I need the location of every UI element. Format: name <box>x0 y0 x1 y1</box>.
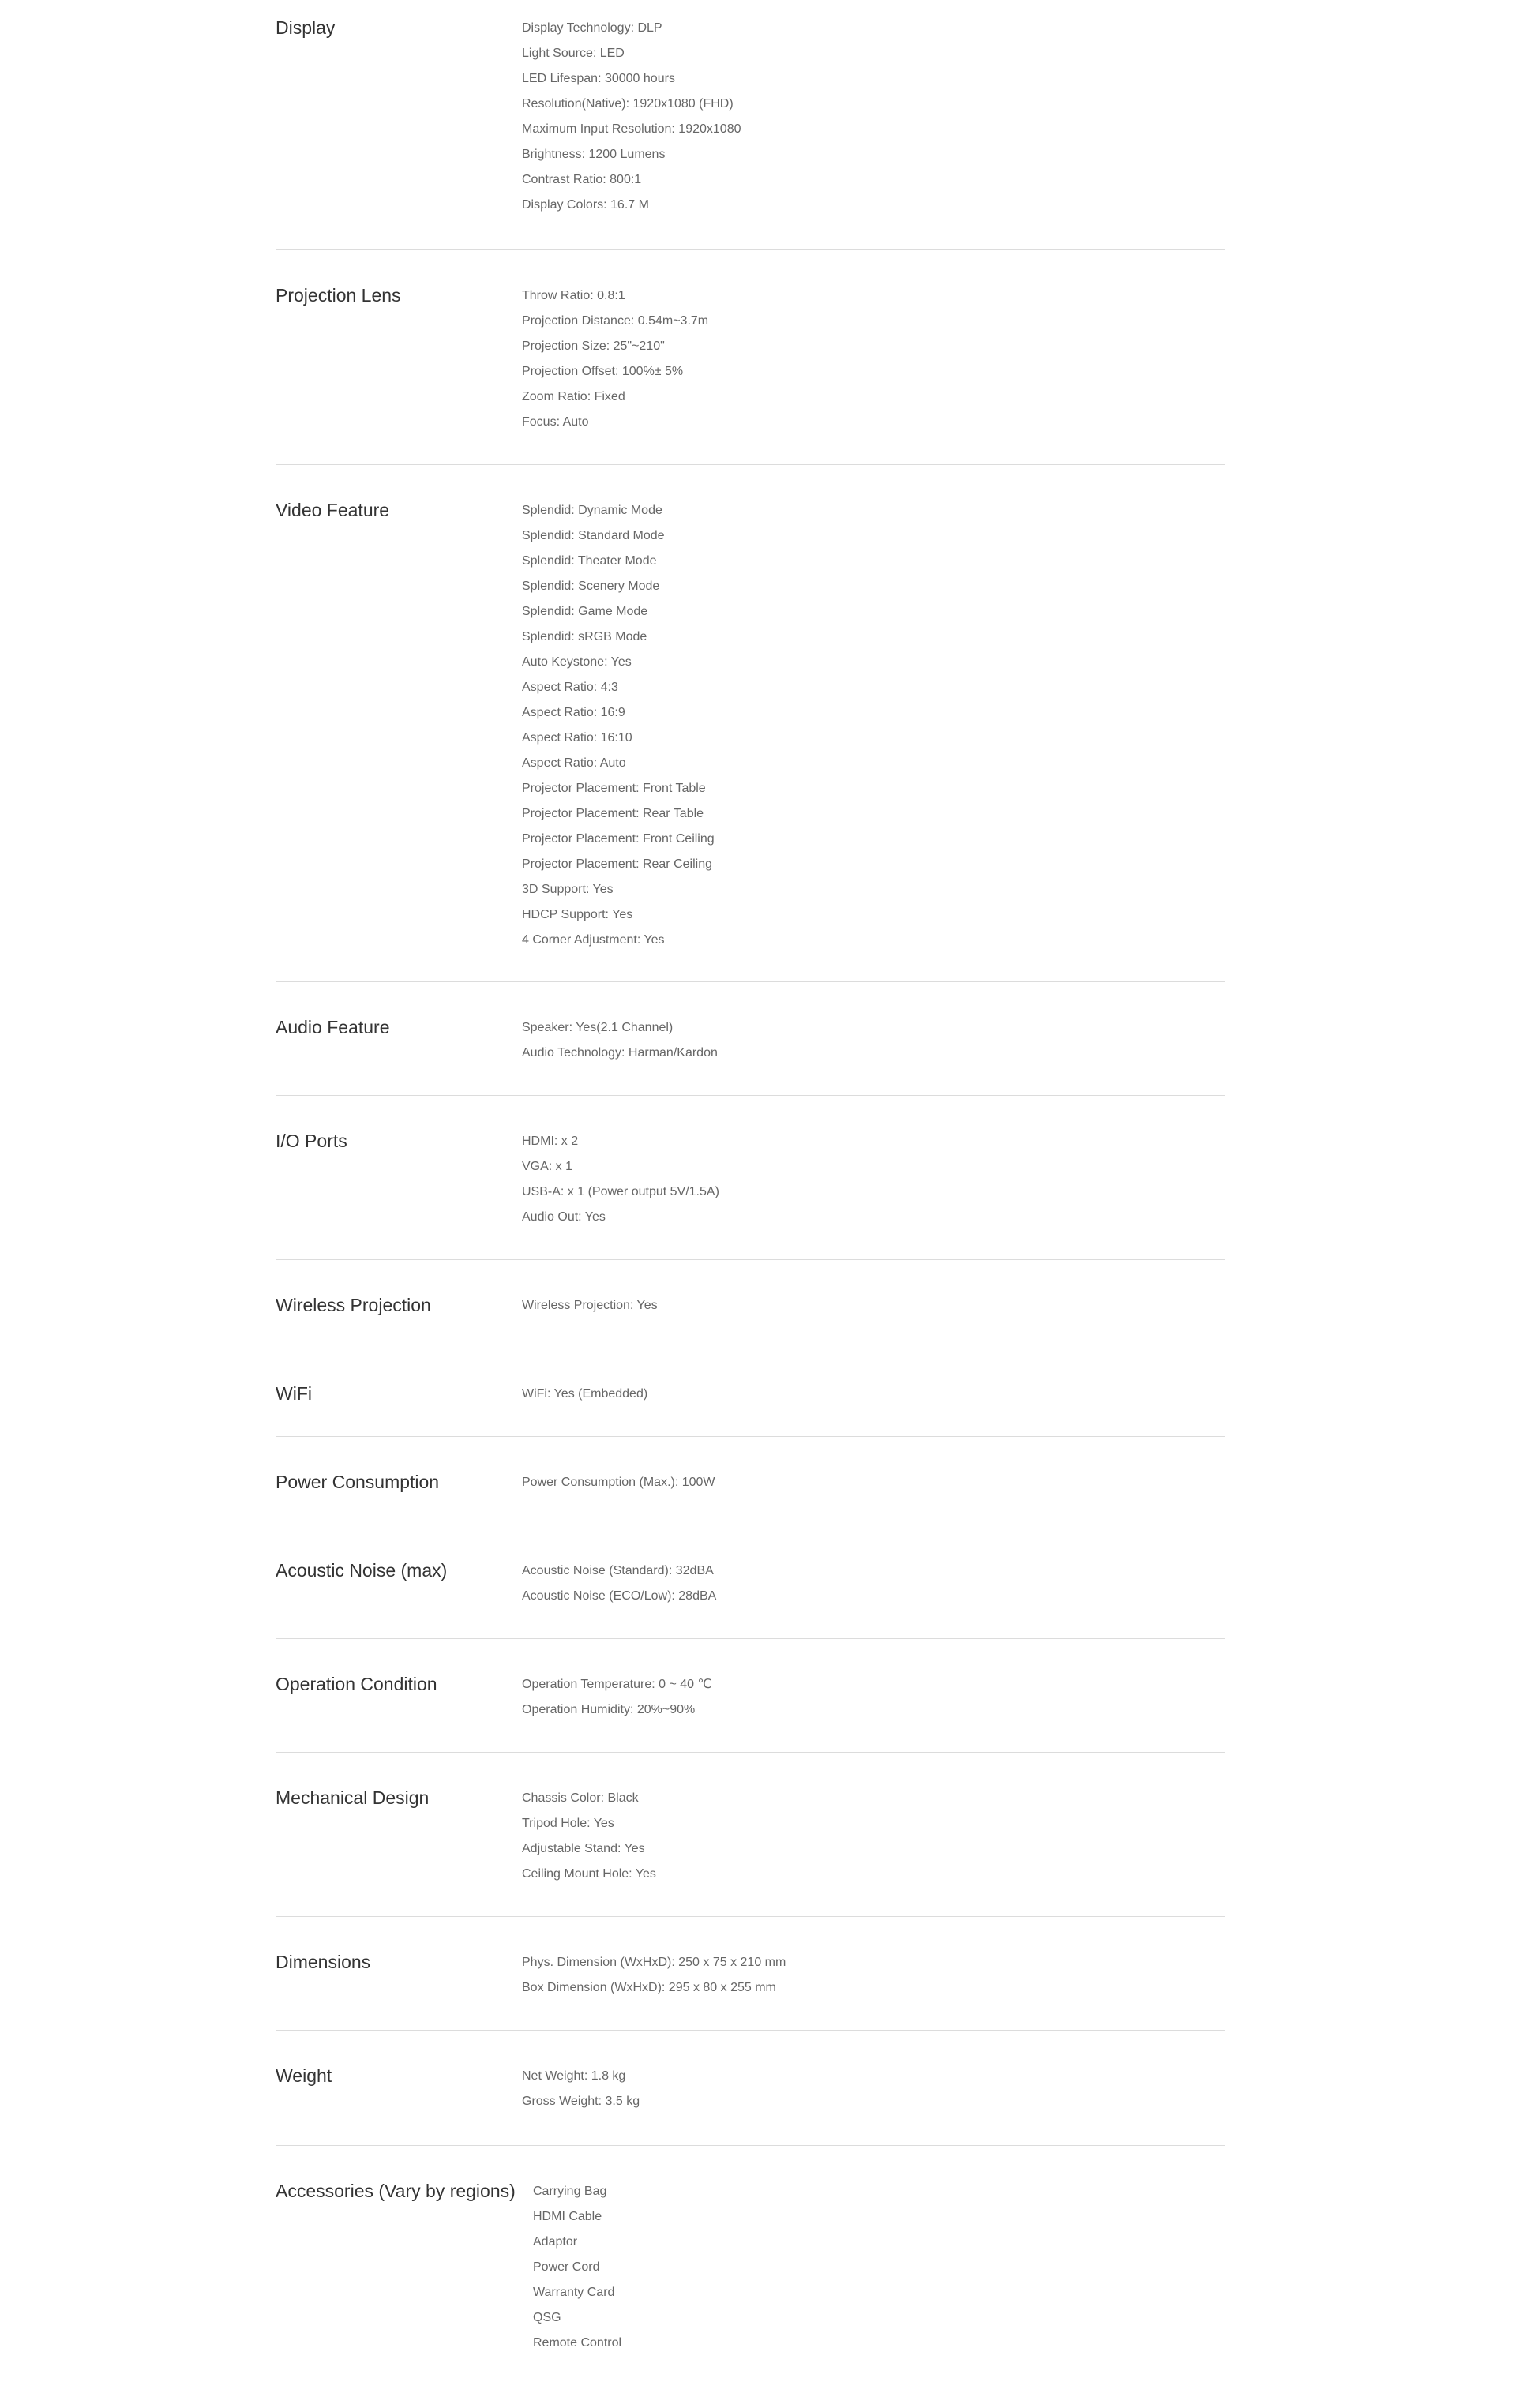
spec-table <box>276 0 1225 2359</box>
spec-item: Display Technology: DLP <box>522 21 662 35</box>
spec-item: Audio Technology: Harman/Kardon <box>522 1046 718 1060</box>
spec-title: Operation Condition <box>276 1674 437 1694</box>
spec-row-audio-feature <box>276 982 1225 1096</box>
spec-item: Carrying Bag <box>533 2185 607 2198</box>
spec-row-projection-lens <box>276 250 1225 465</box>
spec-title: Audio Feature <box>276 1017 390 1037</box>
spec-title: Acoustic Noise (max) <box>276 1560 448 1581</box>
spec-row-accessories <box>276 2146 1225 2359</box>
spec-row-wireless-projection <box>276 1260 1225 1348</box>
spec-row-weight <box>276 2031 1225 2146</box>
spec-item: Speaker: Yes(2.1 Channel) <box>522 1021 674 1034</box>
spec-item: Ceiling Mount Hole: Yes <box>522 1867 656 1881</box>
spec-item: Acoustic Noise (ECO/Low): 28dBA <box>522 1589 717 1603</box>
spec-item: Warranty Card <box>533 2286 615 2299</box>
spec-item: Auto Keystone: Yes <box>522 655 632 669</box>
spec-item: Acoustic Noise (Standard): 32dBA <box>522 1564 714 1577</box>
spec-title: Wireless Projection <box>276 1295 431 1315</box>
spec-title: Accessories (Vary by regions) <box>276 2181 516 2201</box>
spec-item: Projector Placement: Front Ceiling <box>522 832 715 846</box>
spec-title: I/O Ports <box>276 1131 347 1151</box>
spec-title: Weight <box>276 2065 332 2086</box>
spec-title: Display <box>276 17 336 38</box>
spec-title: Projection Lens <box>276 285 401 306</box>
spec-list <box>522 498 715 953</box>
spec-item: HDMI: x 2 <box>522 1135 579 1148</box>
spec-list <box>522 1786 656 1887</box>
spec-list <box>522 1558 716 1609</box>
spec-item: Projection Distance: 0.54m~3.7m <box>522 314 709 328</box>
spec-list <box>522 1129 719 1230</box>
spec-row-io-ports <box>276 1096 1225 1260</box>
spec-item: Splendid: Theater Mode <box>522 554 657 568</box>
spec-item: Power Consumption (Max.): 100W <box>522 1476 715 1489</box>
spec-item: 4 Corner Adjustment: Yes <box>522 933 665 947</box>
spec-item: Audio Out: Yes <box>522 1210 606 1224</box>
spec-item: Splendid: sRGB Mode <box>522 630 647 643</box>
spec-title: Power Consumption <box>276 1472 440 1492</box>
spec-list <box>522 1382 647 1407</box>
spec-item: Contrast Ratio: 800:1 <box>522 173 642 186</box>
spec-item: Power Cord <box>533 2260 600 2274</box>
spec-item: Box Dimension (WxHxD): 295 x 80 x 255 mm <box>522 1981 776 1994</box>
spec-item: Focus: Auto <box>522 415 589 429</box>
spec-title: Video Feature <box>276 500 390 520</box>
spec-row-operation-condition <box>276 1639 1225 1753</box>
spec-list <box>522 1293 658 1318</box>
spec-item: Phys. Dimension (WxHxD): 250 x 75 x 210 mm <box>522 1956 786 1969</box>
spec-row-dimensions <box>276 1917 1225 2031</box>
spec-item: Zoom Ratio: Fixed <box>522 390 625 403</box>
spec-item: Display Colors: 16.7 M <box>522 198 649 212</box>
spec-list <box>522 1470 715 1495</box>
spec-item: HDMI Cable <box>533 2210 602 2223</box>
spec-row-display <box>276 0 1225 250</box>
spec-item: Operation Temperature: 0 ~ 40 ℃ <box>522 1678 712 1691</box>
spec-title: WiFi <box>276 1383 312 1404</box>
spec-item: LED Lifespan: 30000 hours <box>522 72 675 85</box>
spec-list <box>533 2179 621 2356</box>
spec-item: Projector Placement: Rear Ceiling <box>522 857 712 871</box>
spec-item: Projector Placement: Rear Table <box>522 807 704 820</box>
spec-row-wifi <box>276 1348 1225 1437</box>
spec-item: Splendid: Scenery Mode <box>522 579 660 593</box>
spec-item: Operation Humidity: 20%~90% <box>522 1703 696 1716</box>
spec-item: Aspect Ratio: 4:3 <box>522 681 618 694</box>
spec-row-video-feature <box>276 465 1225 982</box>
spec-item: Aspect Ratio: 16:9 <box>522 706 625 719</box>
spec-list <box>522 1950 786 2001</box>
spec-item: Light Source: LED <box>522 47 625 60</box>
spec-item: Maximum Input Resolution: 1920x1080 <box>522 122 741 136</box>
spec-list <box>522 2064 640 2114</box>
spec-item: Remote Control <box>533 2336 622 2350</box>
spec-row-power-consumption <box>276 1437 1225 1525</box>
spec-item: VGA: x 1 <box>522 1160 573 1173</box>
spec-item: Adjustable Stand: Yes <box>522 1842 645 1855</box>
spec-item: 3D Support: Yes <box>522 883 614 896</box>
spec-item: Projection Offset: 100%± 5% <box>522 365 684 378</box>
spec-list <box>522 1015 718 1066</box>
spec-item: Tripod Hole: Yes <box>522 1817 614 1830</box>
spec-list <box>522 283 708 435</box>
spec-item: HDCP Support: Yes <box>522 908 633 921</box>
spec-item: Resolution(Native): 1920x1080 (FHD) <box>522 97 734 111</box>
spec-item: Brightness: 1200 Lumens <box>522 148 666 161</box>
spec-item: Net Weight: 1.8 kg <box>522 2069 626 2083</box>
spec-item: WiFi: Yes (Embedded) <box>522 1387 648 1401</box>
spec-item: Splendid: Standard Mode <box>522 529 665 542</box>
spec-item: Throw Ratio: 0.8:1 <box>522 289 625 302</box>
spec-item: Aspect Ratio: Auto <box>522 756 626 770</box>
spec-item: Aspect Ratio: 16:10 <box>522 731 632 745</box>
spec-item: QSG <box>533 2311 561 2324</box>
spec-item: Gross Weight: 3.5 kg <box>522 2095 640 2108</box>
spec-item: Projector Placement: Front Table <box>522 782 706 795</box>
spec-row-acoustic-noise <box>276 1525 1225 1639</box>
spec-item: Projection Size: 25"~210" <box>522 339 665 353</box>
spec-list <box>522 16 741 218</box>
spec-item: Chassis Color: Black <box>522 1791 639 1805</box>
spec-item: USB-A: x 1 (Power output 5V/1.5A) <box>522 1185 719 1198</box>
spec-list <box>522 1672 711 1723</box>
spec-item: Splendid: Dynamic Mode <box>522 504 662 517</box>
spec-item: Wireless Projection: Yes <box>522 1299 658 1312</box>
spec-title: Dimensions <box>276 1952 371 1972</box>
spec-item: Splendid: Game Mode <box>522 605 648 618</box>
spec-item: Adaptor <box>533 2235 578 2249</box>
spec-row-mechanical-design <box>276 1753 1225 1917</box>
spec-title: Mechanical Design <box>276 1787 430 1808</box>
